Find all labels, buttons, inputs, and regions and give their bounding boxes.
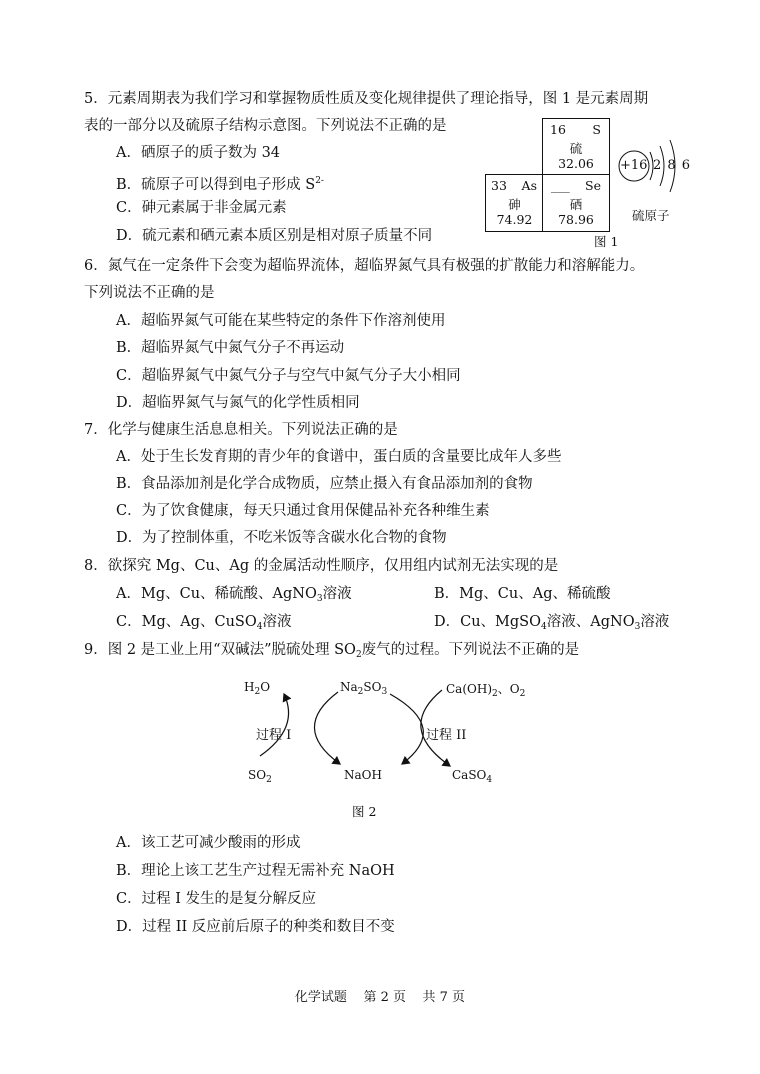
- selenium-name: 硒: [569, 197, 583, 212]
- cell-sulfur: [542, 118, 610, 176]
- atom-caption: 硫原子: [632, 208, 670, 223]
- q5-stem-line2: 表的一部分以及硫原子结构示意图。下列说法不正确的是: [84, 118, 447, 134]
- q8-option-b: B．Mg、Cu、Ag、稀硫酸: [434, 586, 611, 602]
- q9-option-d: D．过程 II 反应前后原子的种类和数目不变: [116, 919, 395, 935]
- figure-2-caption: 图 2: [352, 804, 377, 819]
- q8-option-a: A．Mg、Cu、稀硫酸、AgNO$_3$溶液: [116, 586, 352, 604]
- q9-option-c: C．过程 I 发生的是复分解反应: [116, 891, 317, 907]
- q7-option-a: A．处于生长发育期的青少年的食谱中，蛋白质的含量要比成年人多些: [116, 449, 562, 465]
- q5-option-a: A．硒原子的质子数为 34: [116, 145, 281, 161]
- atom-electron-counts: 2 8 6: [653, 158, 692, 173]
- sulfur-number: 16: [550, 122, 566, 137]
- q7-option-c: C．为了饮食健康，每天只通过食用保健品补充各种维生素: [116, 503, 490, 519]
- selenium-symbol: Se: [585, 178, 601, 193]
- page-footer: 化学试题 第 2 页 共 7 页: [294, 990, 466, 1005]
- q5-stem-line1: 5．元素周期表为我们学习和掌握物质性质及变化规律提供了理论指导，图 1 是元素周期: [84, 91, 649, 107]
- sulfur-symbol: S: [592, 122, 601, 137]
- cell-arsenic: [485, 174, 544, 232]
- q8-option-d: D．Cu、MgSO$_4$溶液、AgNO$_3$溶液: [434, 614, 670, 632]
- sulfur-name: 硫: [569, 141, 583, 156]
- label-caso4: CaSO$_4$: [452, 768, 493, 785]
- figure-1-caption: 图 1: [594, 234, 619, 249]
- q5-option-c: C．砷元素属于非金属元素: [116, 200, 287, 216]
- q7-stem: 7．化学与健康生活息息相关。下列说法正确的是: [84, 422, 398, 438]
- label-naoh: NaOH: [344, 768, 382, 782]
- q9-stem: 9．图 2 是工业上用“双碱法”脱硫处理 $SO_2$废气的过程。下列说法不正确的是: [84, 642, 580, 660]
- q7-option-d: D．为了控制体重，不吃米饭等含碳水化合物的食物: [116, 530, 447, 546]
- q9-option-a: A．该工艺可减少酸雨的形成: [116, 835, 301, 851]
- atom-nucleus: +16: [620, 158, 648, 173]
- q8-stem: 8．欲探究 Mg、Cu、Ag 的金属活动性顺序，仅用组内试剂无法实现的是: [84, 558, 559, 574]
- label-na2so3: $Na_2SO_3$: [340, 680, 388, 697]
- arsenic-mass: 74.92: [496, 212, 533, 227]
- q5-option-b: B．硫原子可以得到电子形成 $S^{2-}$: [116, 176, 324, 193]
- label-process-2: 过程 II: [426, 728, 467, 743]
- arsenic-number: 33: [491, 178, 507, 193]
- selenium-mass: 78.96: [558, 212, 594, 227]
- q6-option-a: A．超临界氮气可能在某些特定的条件下作溶剂使用: [116, 313, 446, 329]
- label-h2o: $H_2O$: [244, 680, 271, 697]
- q5-option-d: D．硫元素和硒元素本质区别是相对原子质量不同: [116, 228, 433, 244]
- q7-option-b: B．食品添加剂是化学合成物质，应禁止摄入有食品添加剂的食物: [116, 476, 533, 492]
- q6-option-d: D．超临界氮气与氮气的化学性质相同: [116, 395, 360, 411]
- q6-stem-line1: 6．氮气在一定条件下会变为超临界流体，超临界氮气具有极强的扩散能力和溶解能力。: [84, 258, 645, 274]
- arsenic-symbol: As: [521, 178, 537, 193]
- arsenic-name: 砷: [508, 197, 521, 212]
- q6-option-c: C．超临界氮气中氮气分子与空气中氮气分子大小相同: [116, 368, 461, 384]
- q6-option-b: B．超临界氮气中氮气分子不再运动: [116, 340, 345, 356]
- label-process-1: 过程 I: [256, 728, 292, 743]
- selenium-number-blank: ___: [551, 178, 570, 193]
- sulfur-mass: 32.06: [558, 156, 594, 171]
- label-so2: $SO_2$: [248, 768, 272, 785]
- label-caoh2-o2: $Ca(OH)_2$、$O_2$: [446, 682, 526, 699]
- q9-option-b: B．理论上该工艺生产过程无需补充 NaOH: [116, 863, 395, 879]
- cell-selenium: [542, 174, 610, 232]
- q6-stem-line2: 下列说法不正确的是: [84, 285, 215, 301]
- q8-option-c: C．Mg、Ag、CuSO$_4$溶液: [116, 614, 292, 632]
